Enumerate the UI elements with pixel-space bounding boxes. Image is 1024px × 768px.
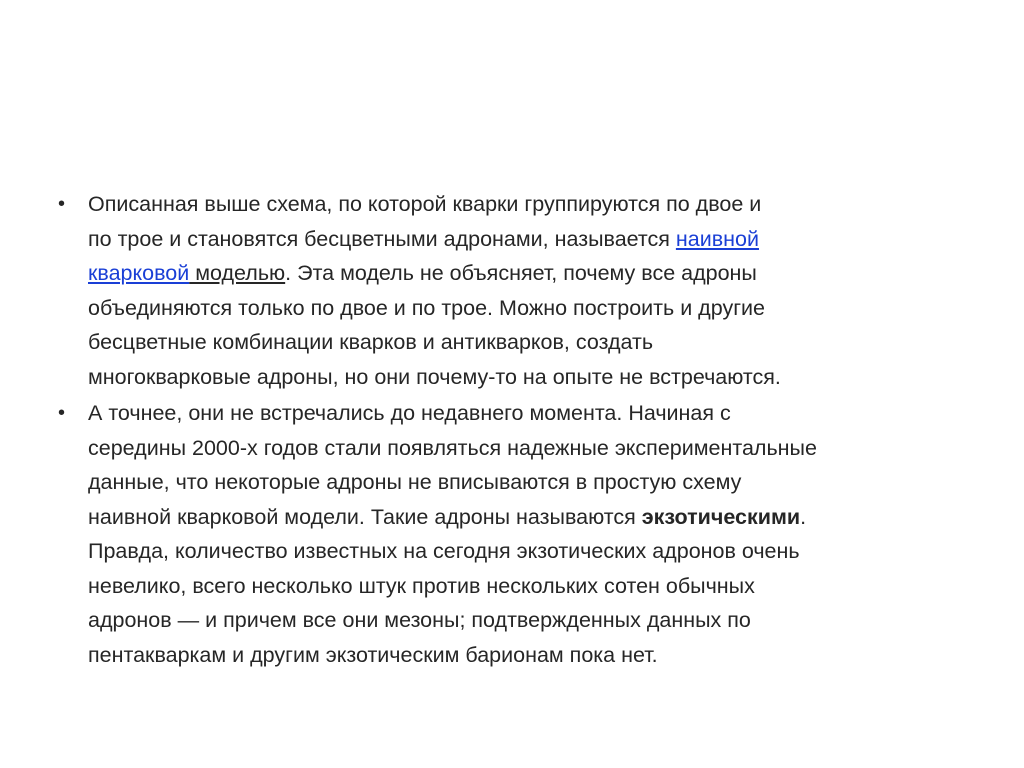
text-line [88,603,978,638]
bullet-item-2 [58,396,978,672]
text-span: А точнее, они не встречались до недавнего момента. Начиная с [88,401,731,425]
text-span: середины 2000-х годов стали появляться надежные экспериментальные [88,435,817,460]
text-line [88,291,978,326]
text-span: по трое и становятся бесцветными адронами, называется [88,226,676,251]
text-line [88,638,978,673]
bullet-marker: • [58,193,66,215]
text-span: наивной кварковой модели. Такие адроны называются [88,504,642,529]
text-span: адронов — и причем все они мезоны; подтвержденных данных по [88,608,751,632]
bold-term: экзотическими [641,504,801,529]
underlined-text: моделью [189,261,286,285]
bullet-list [58,187,978,674]
text-line [88,360,978,395]
text-span: объединяются только по двое и по трое. Можно построить и другие [88,295,765,320]
text-line [88,500,978,535]
text-line [88,431,978,466]
text-line [88,569,978,604]
text-line [88,256,978,291]
naive-quark-model-link-part2[interactable]: кварковой [88,261,190,285]
text-span: многокварковые адроны, но они почему-то на опыте не встречаются. [88,364,781,389]
text-span: . [800,504,807,529]
bullet-item-1 [58,187,978,394]
text-line [88,187,978,222]
text-span: бесцветные комбинации кварков и антикварков, создать [88,330,654,354]
text-span: Правда, количество известных на сегодня экзотических адронов очень [88,539,800,563]
naive-quark-model-link-part1[interactable]: наивной [675,226,759,251]
text-line [88,465,978,500]
text-line [88,396,978,431]
text-span: данные, что некоторые адроны не вписываются в простую схему [88,470,742,494]
bullet-marker: • [58,402,66,424]
text-span: Описанная выше схема, по которой кварки группируются по двое и [88,192,762,216]
text-span: . Эта модель не объясняет, почему все адроны [285,261,757,285]
text-line [88,222,978,257]
text-line [88,534,978,569]
text-line [88,325,978,360]
text-span: пентакваркам и другим экзотическим барионам пока нет. [88,642,658,667]
text-span: невелико, всего несколько штук против нескольких сотен обычных [88,573,755,598]
